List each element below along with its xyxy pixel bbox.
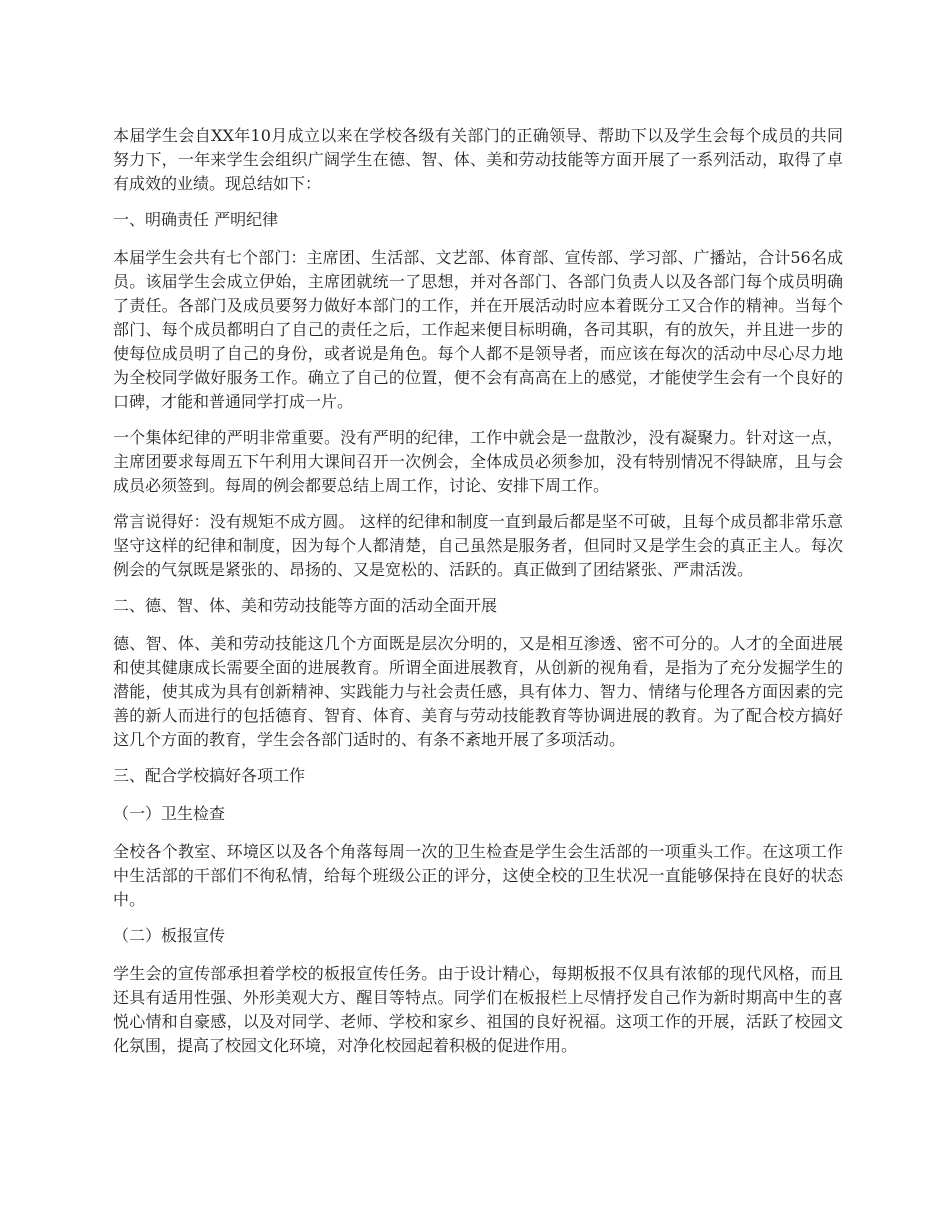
intro-paragraph: 本届学生会自XX年10月成立以来在学校各级有关部门的正确领导、帮助下以及学生会每个成员的共同努力下，一年来学生会组织广阔学生在德、智、体、美和劳动技能等方面开展了一系列活动，取得了卓有成效的业绩。现总结如下： bbox=[113, 126, 843, 193]
body-paragraph: 本届学生会共有七个部门：主席团、生活部、文艺部、体育部、宣传部、学习部、广播站，合计56名成员。该届学生会成立伊始，主席团就统一了思想，并对各部门、各部门负责人以及各部门每个成员明确了责任。各部门及成员要努力做好本部门的工作，并在开展活动时应本着既分工又合作的精神。当每个部门、每个成员都明白了自己的责任之后，工作起来便目标明确，各司其职，有的放矢，并且进一步的使每位成员明了自己的身份，或者说是角色。每个人都不是领导者，而应该在每次的活动中尽心尽力地为全校同学做好服务工作。确立了自己的位置，便不会有高高在上的感觉，才能使学生会有一个良好的口碑，才能和普通同学打成一片。 bbox=[113, 248, 843, 411]
body-paragraph: 一个集体纪律的严明非常重要。没有严明的纪律，工作中就会是一盘散沙，没有凝聚力。针对这一点，主席团要求每周五下午利用大课间召开一次例会，全体成员必须参加，没有特别情况不得缺席，且与会成员必须签到。每周的例会都要总结上周工作，讨论、安排下周工作。 bbox=[113, 428, 843, 495]
document-body bbox=[113, 124, 843, 1070]
body-paragraph: 学生会的宣传部承担着学校的板报宣传任务。由于设计精心，每期板报不仅具有浓郁的现代风格，而且还具有适用性强、外形美观大方、醒目等特点。同学们在板报栏上尽情抒发自己作为新时期高中生的喜悦心情和自豪感，以及对同学、老师、学校和家乡、祖国的良好祝福。这项工作的开展，活跃了校园文化氛围，提高了校园文化环境，对净化校园起着积极的促进作用。 bbox=[113, 964, 843, 1055]
subsection-heading-2: （二）板报宣传 bbox=[113, 926, 226, 945]
body-paragraph: 常言说得好：没有规矩不成方圆。 这样的纪律和制度一直到最后都是坚不可破，且每个成员都非常乐意坚守这样的纪律和制度，因为每个人都清楚，自己虽然是服务者，但同时又是学生会的真正主人。每次例会的气氛既是紧张的、昂扬的、又是宽松的、活跃的。真正做到了团结紧张、严肃活泼。 bbox=[113, 512, 843, 579]
body-paragraph: 全校各个教室、环境区以及各个角落每周一次的卫生检查是学生会生活部的一项重头工作。在这项工作中生活部的干部们不徇私情，给每个班级公正的评分，这使全校的卫生状况一直能够保持在良好的状态中。 bbox=[113, 842, 843, 909]
section-heading-3: 三、配合学校搞好各项工作 bbox=[113, 766, 306, 785]
body-paragraph: 德、智、体、美和劳动技能这几个方面既是层次分明的，又是相互渗透、密不可分的。人才的全面进展和使其健康成长需要全面的进展教育。所谓全面进展教育，从创新的视角看，是指为了充分发掘学生的潜能，使其成为具有创新精神、实践能力与社会责任感，具有体力、智力、情绪与伦理各方面因素的完善的新人而进行的包括德育、智育、体育、美育与劳动技能教育等协调进展的教育。为了配合校方搞好这几个方面的教育，学生会各部门适时的、有条不紊地开展了多项活动。 bbox=[113, 634, 843, 749]
section-heading-2: 二、德、智、体、美和劳动技能等方面的活动全面开展 bbox=[113, 596, 498, 615]
subsection-heading-1: （一）卫生检查 bbox=[113, 804, 226, 823]
section-heading-1: 一、明确责任 严明纪律 bbox=[113, 210, 279, 229]
